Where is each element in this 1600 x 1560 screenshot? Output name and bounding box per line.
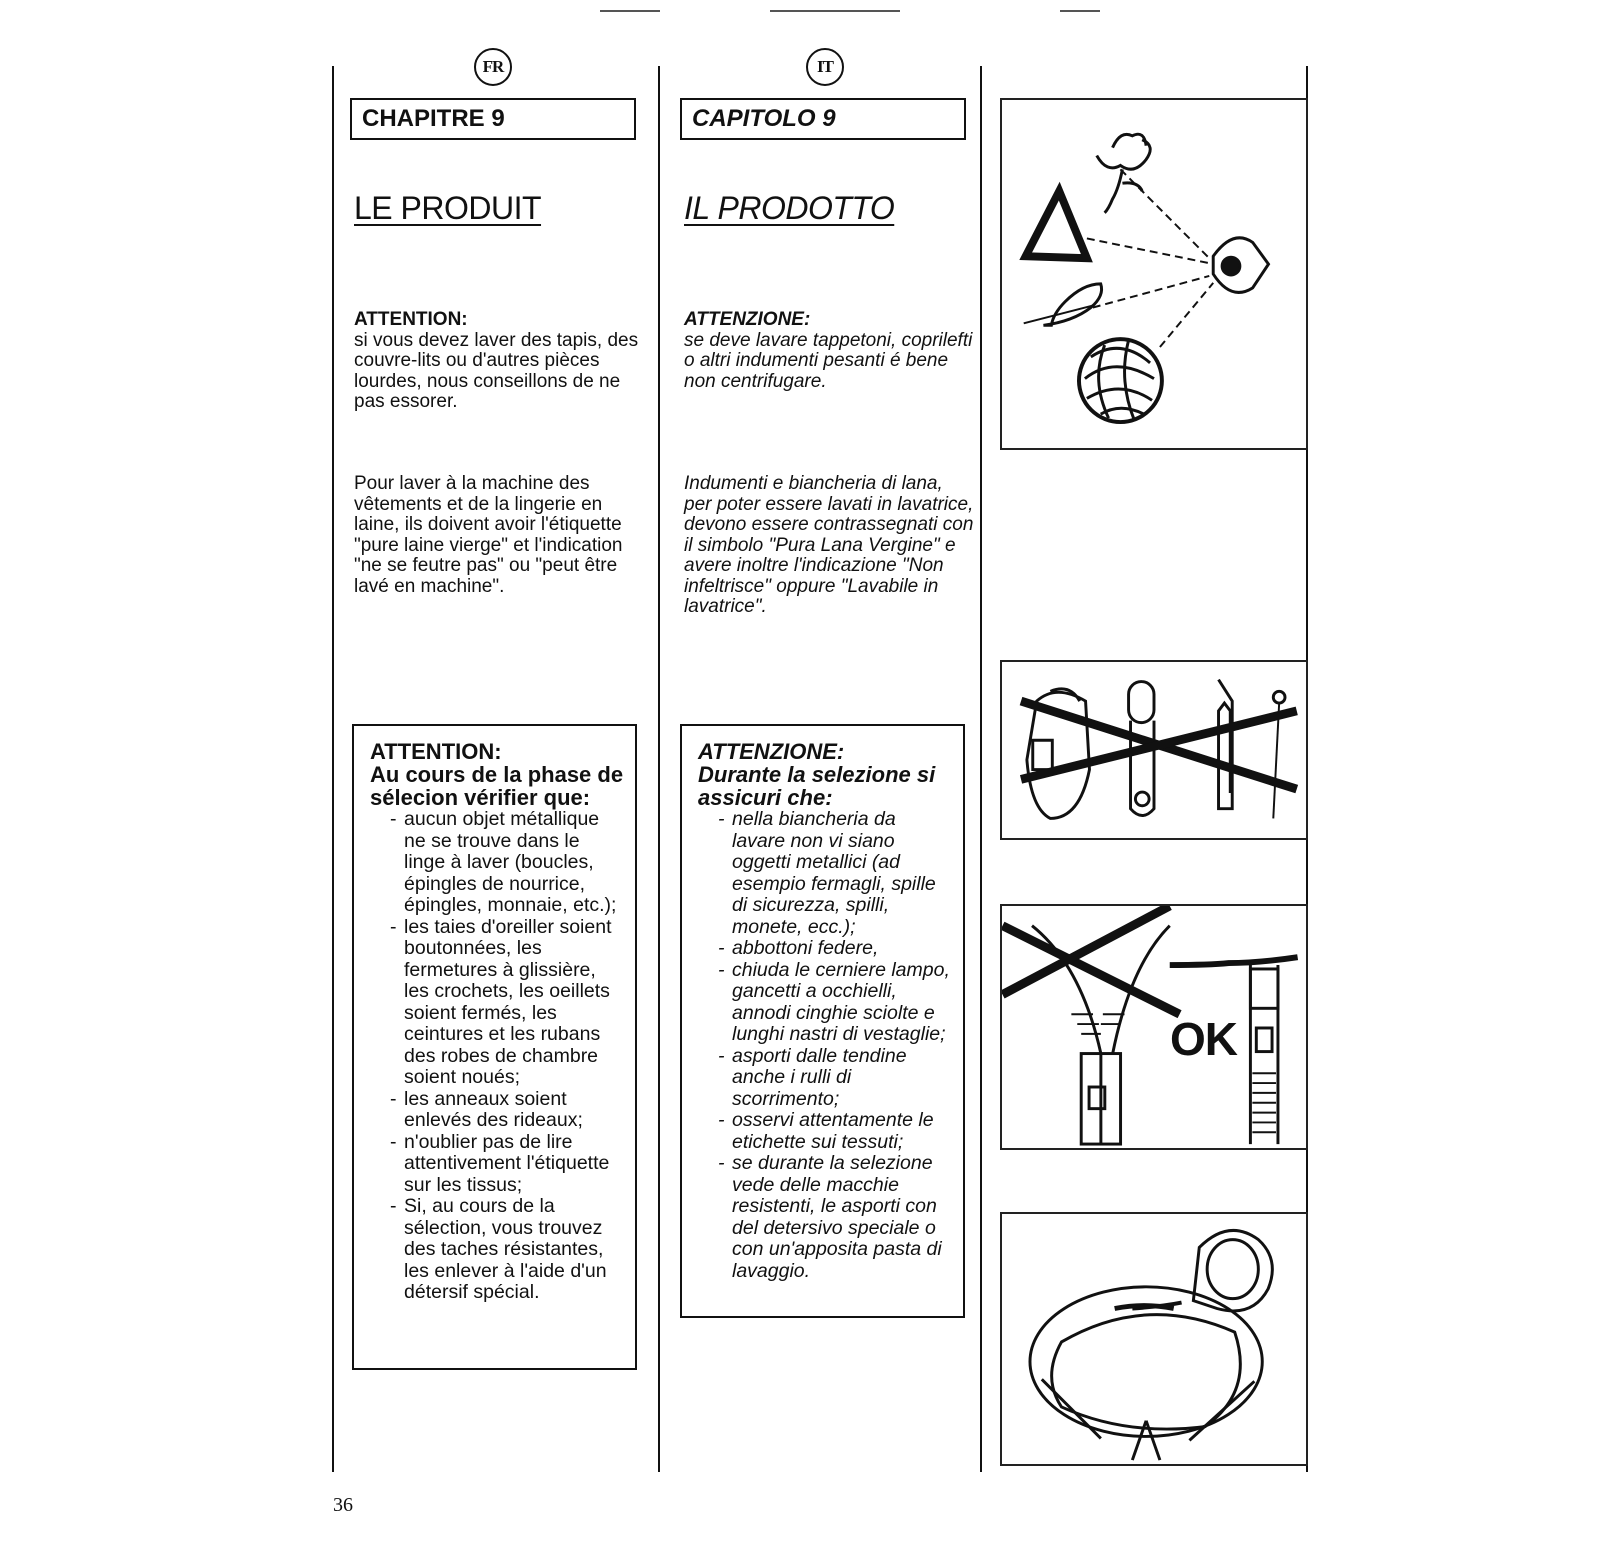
attention-text-it: se deve lavare tappetoni, coprilefti o altri indumenti pesanti é bene non centrifugare. — [684, 329, 973, 392]
list-item: - nella biancheria da lavare non vi siano oggetti metallici (ad esempio fermagli, spille di sicurezza, spilli, monete, ecc.); — [718, 809, 953, 938]
list-item: - se durante la selezione vede delle macchie resistenti, le asporti con del detersivo speciale o con un'apposita pasta di lavaggio. — [718, 1153, 953, 1282]
list-item: - n'oublier pas de lire attentivement l'étiquette sur les tissus; — [390, 1132, 625, 1197]
warning-list-fr — [370, 809, 625, 1304]
attention-text-fr: si vous devez laver des tapis, des couvre-lits ou d'autres pièces lourdes, nous conseillons de ne pas essorer. — [354, 329, 639, 412]
warning-box-it — [680, 724, 965, 1318]
warning-title-it: ATTENZIONE: — [698, 739, 845, 764]
attention-note-fr — [354, 310, 644, 413]
attention-note-it — [684, 310, 974, 392]
list-item: - les taies d'oreiller soient boutonnées, les fermetures à glissière, les crochets, les oeillets soient fermés, les ceintures et les rubans des robes de chambre soient noués; — [390, 917, 625, 1089]
list-item: - Si, au cours de la sélection, vous trouvez des taches résistantes, les enlever à l'aide d'un détersif spécial. — [390, 1196, 625, 1304]
wool-paragraph-fr: Pour laver à la machine des vêtements et de la lingerie en laine, ils doivent avoir l'étiquette "pure laine vierge" et l'indication "ne se feutre pas" ou "peut être lavé en machine". — [354, 473, 623, 597]
page-number: 36 — [333, 1494, 353, 1516]
list-item: - osservi attentamente le etichette sui tessuti; — [718, 1110, 953, 1153]
list-item: - chiuda le cerniere lampo, gancetti a occhielli, annodi cinghie sciolte e lunghi nastri di vestaglie; — [718, 960, 953, 1046]
list-item: - asporti dalle tendine anche i rulli di scorrimento; — [718, 1046, 953, 1111]
cotton-icon — [1113, 134, 1147, 147]
metal-objects-illustration — [1002, 662, 1306, 838]
closed-zipper-icon — [1250, 965, 1278, 1144]
fabric-symbols-illustration — [1002, 100, 1306, 448]
italian-language-badge: IT — [806, 48, 844, 86]
metal-objects-figure — [1000, 660, 1308, 840]
attention-label-fr: ATTENTION: — [354, 309, 468, 330]
scan-artifact — [770, 10, 900, 12]
zipper-illustration — [1002, 906, 1306, 1148]
list-item: - abbottoni federe, — [718, 938, 953, 960]
chapter-heading-fr: CHAPITRE 9 — [350, 98, 636, 140]
warning-list-it — [698, 809, 953, 1282]
column-rule-right — [980, 66, 982, 1472]
scan-artifact — [1060, 10, 1100, 12]
zipper-figure — [1000, 904, 1308, 1150]
section-title-fr: LE PRODUIT — [354, 190, 542, 226]
warning-title-fr: ATTENTION: — [370, 739, 502, 764]
warning-lead-fr: Au cours de la phase de sélecion vérifier que: — [370, 762, 624, 810]
attention-label-it: ATTENZIONE: — [684, 309, 811, 330]
pin-icon — [1273, 691, 1285, 703]
feather-icon — [1043, 284, 1101, 325]
scan-artifact — [600, 10, 660, 12]
warning-lead-it: Durante la selezione si assicuri che: — [698, 762, 936, 810]
wool-paragraph-it: Indumenti e biancheria di lana, per poter essere lavati in lavatrice, devono essere contrassegnati con il simbolo "Pura Lana Vergine" e avere inoltre l'indicazione "Non infeltrisce" oppure "Lavabile in lavatrice". — [684, 473, 974, 617]
french-language-badge: FR — [474, 48, 512, 86]
triangle-icon — [1026, 191, 1087, 258]
chapter-heading-it: CAPITOLO 9 — [680, 98, 966, 140]
fabric-symbols-figure — [1000, 98, 1308, 450]
zipper-ok-label: OK — [1170, 1013, 1237, 1065]
column-rule-left — [332, 66, 334, 1472]
paper-clip-icon — [1219, 680, 1233, 809]
stain-removal-figure — [1000, 1212, 1308, 1466]
column-rule-mid — [658, 66, 660, 1472]
list-item: - aucun objet métallique ne se trouve dans le linge à laver (boucles, épingles de nourrice, épingles, monnaie, etc.); — [390, 809, 625, 917]
collar-stain-illustration — [1002, 1214, 1306, 1464]
safety-pin-icon — [1129, 682, 1154, 723]
list-item: - les anneaux soient enlevés des rideaux; — [390, 1089, 625, 1132]
warning-box-fr — [352, 724, 637, 1370]
section-title-it: IL PRODOTTO — [684, 190, 895, 226]
